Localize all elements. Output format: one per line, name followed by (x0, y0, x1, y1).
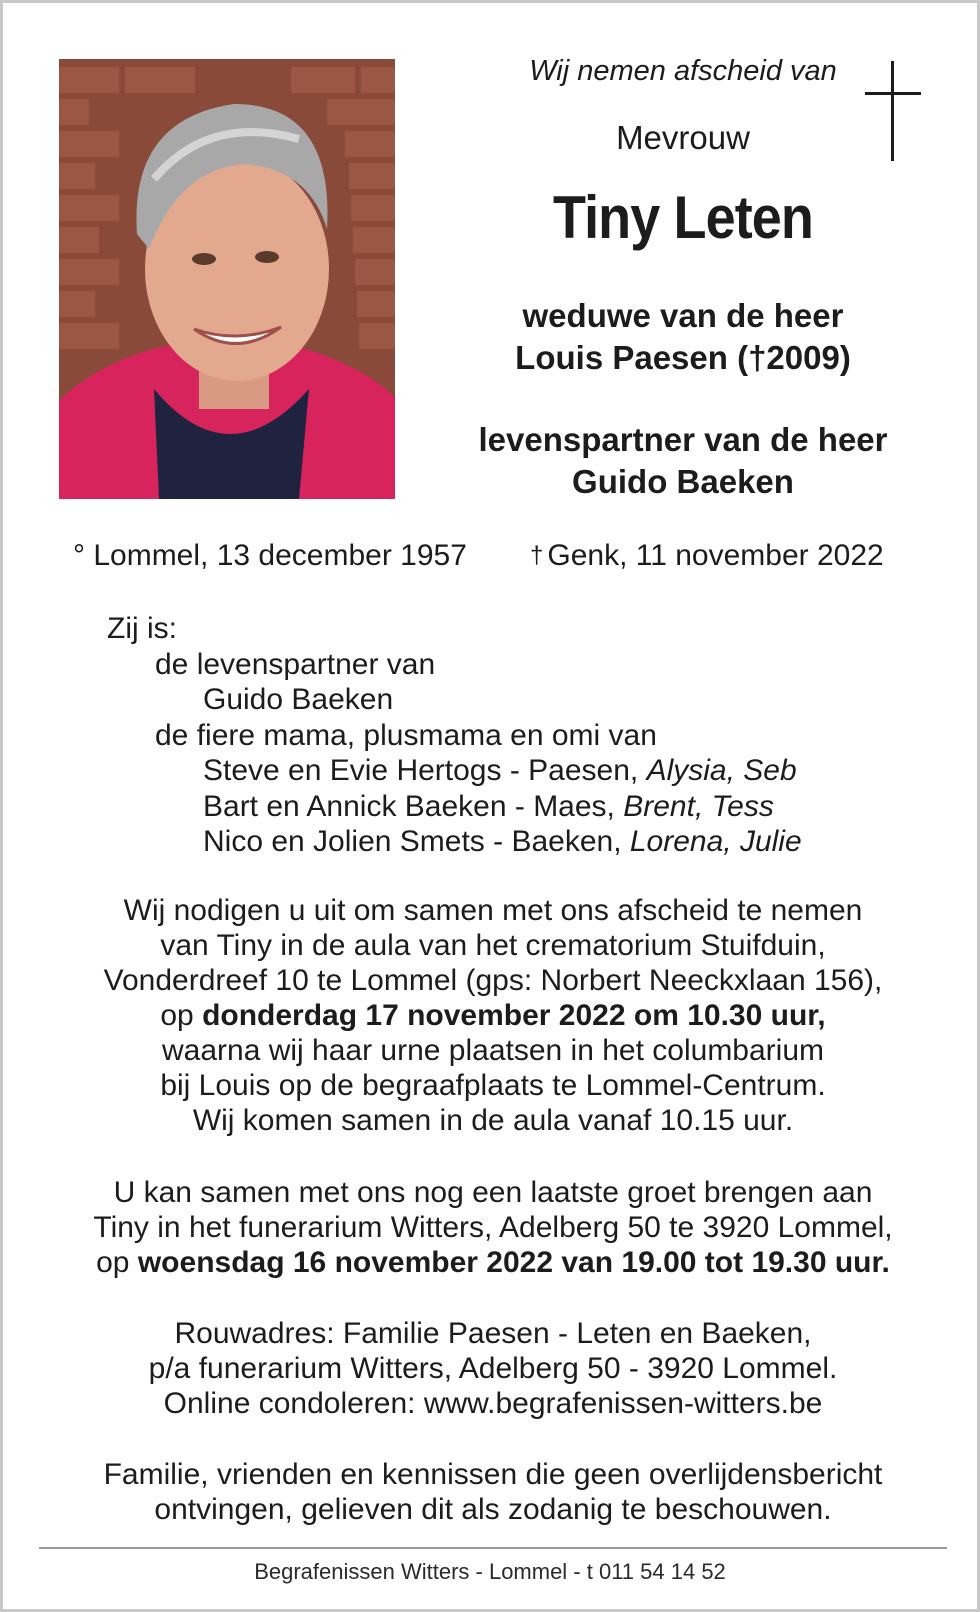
condolence-address (33, 1316, 953, 1421)
invite-line: bij Louis op de begraafplaats te Lommel-Centrum. (160, 1069, 826, 1102)
honorific: Mevrouw (616, 119, 750, 156)
couple-names: Nico en Jolien Smets - Baeken, (203, 825, 630, 858)
visitation-date-line (33, 1245, 953, 1280)
invite-prefix: op (160, 999, 203, 1032)
invite-line: Wij komen samen in de aula vanaf 10.15 uur. (192, 1104, 794, 1137)
death-date-text: Genk, 11 november 2022 (547, 539, 884, 572)
widow-of-label: weduwe van de heer (522, 297, 844, 334)
ceremony-invitation (33, 893, 953, 1138)
birth-date: ° Lommel, 13 december 1957 (73, 539, 467, 572)
footer-divider (39, 1547, 947, 1549)
invite-line: Vonderdreef 10 te Lommel (gps: Norbert Neeckxlaan 156), (103, 964, 883, 997)
partner-of-name: Guido Baeken (572, 463, 794, 500)
partner-name: Guido Baeken (203, 683, 394, 716)
ceremony-date: donderdag 17 november 2022 om 10.30 uur, (202, 999, 826, 1032)
notice-line: Familie, vrienden en kennissen die geen overlijdensbericht (103, 1458, 883, 1491)
widow-of-name: Louis Paesen (†2009) (515, 339, 851, 376)
notice-text (33, 1457, 953, 1527)
online-condolence-link[interactable]: Online condoleren: www.begrafenissen-witters.be (163, 1387, 823, 1420)
grandchildren-names: Brent, Tess (623, 789, 774, 823)
family-list (107, 611, 802, 860)
partner-of (423, 419, 943, 503)
portrait-photo (59, 59, 395, 499)
death-date (530, 539, 884, 573)
list-item (107, 753, 802, 789)
notice-line: ontvingen, gelieven dit als zodanig te beschouwen. (154, 1493, 832, 1526)
intro-text: Wij nemen afscheid van (529, 55, 837, 87)
couple-names: Bart en Annick Baeken - Maes, (203, 789, 624, 823)
partner-of-label: levenspartner van de heer (478, 421, 888, 458)
visit-line: U kan samen met ons nog een laatste groet brengen aan (113, 1176, 873, 1209)
address-line: Rouwadres: Familie Paesen - Leten en Baeken, (174, 1317, 812, 1350)
visit-prefix: op (96, 1246, 138, 1279)
family-intro: Zij is: (107, 612, 177, 645)
invite-line: Wij nodigen u uit om samen met ons afscheid te nemen (123, 894, 863, 927)
dagger-icon: † (530, 542, 544, 569)
deceased-name: Tiny Leten (552, 184, 814, 251)
grandchildren-names: Lorena, Julie (629, 825, 802, 858)
address-line: p/a funerarium Witters, Adelberg 50 - 3920 Lommel. (148, 1352, 838, 1385)
list-item (107, 789, 802, 825)
partner-label: de levenspartner van (155, 647, 436, 681)
couple-names: Steve en Evie Hertogs - Paesen, (203, 754, 647, 787)
footer-funeral-home: Begrafenissen Witters - Lommel - t 011 54 14 52 (254, 1559, 726, 1584)
visit-line: Tiny in het funerarium Witters, Adelberg 50 te 3920 Lommel, (93, 1211, 893, 1244)
list-item (107, 824, 802, 860)
invite-line: van Tiny in de aula van het crematorium Stuifduin, (160, 929, 826, 962)
grandchildren-names: Alysia, Seb (646, 754, 797, 787)
widow-of (423, 295, 943, 379)
visitation-info (33, 1175, 953, 1280)
ceremony-date-line (33, 998, 953, 1033)
visitation-date: woensdag 16 november 2022 van 19.00 tot 19.30 uur. (137, 1246, 890, 1279)
children-label: de fiere mama, plusmama en omi van (155, 718, 657, 752)
invite-line: waarna wij haar urne plaatsen in het columbarium (161, 1034, 825, 1067)
